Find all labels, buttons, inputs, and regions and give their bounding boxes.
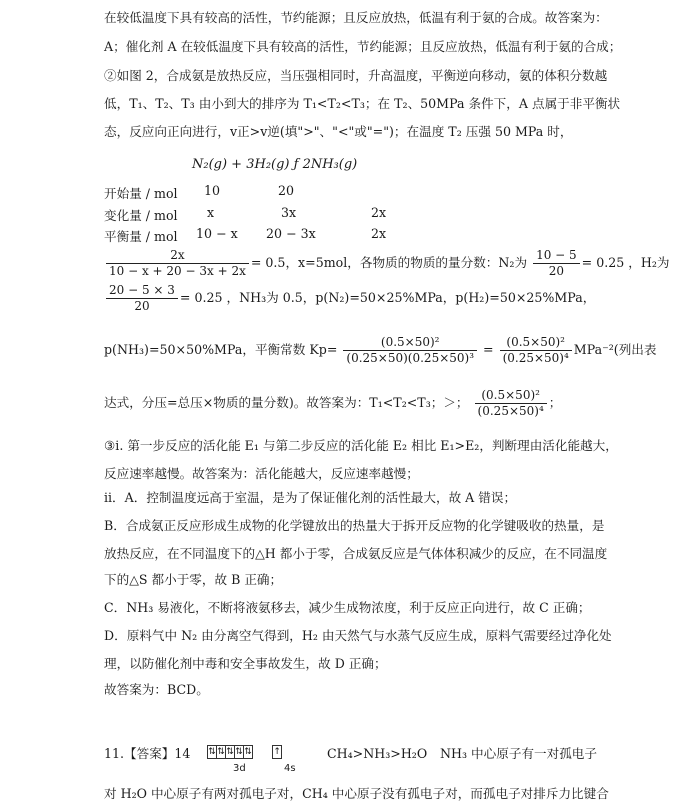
row-label-start: 开始量 / mol (104, 186, 178, 201)
orbital-3d: ⇅ ⇅ ⇅ ⇅ ⇅ (208, 746, 252, 757)
q11-nh3-text: NH₃ 中心原子有一对孤电子 (440, 746, 597, 761)
text-line-5: 态，反应向正向进行，v正>v逆(填">"、"<"或"=")；在温度 T₂ 压强 50 MPa 时， (104, 124, 573, 139)
row-label-equilibrium: 平衡量 / mol (104, 229, 178, 244)
kp-answer-line: 达式，分压=总压×物质的量分数)。故答案为：T₁<T₂<T₃；＞； $\frac{\text{(0.5×50)²}}{\text{(0.25×50)⁴}}$ ； (104, 388, 562, 418)
text-line-1: 在较低温度下具有较高的活性，节约能源；且反应放热，低温有利于氨的合成。故答案为： (104, 10, 608, 25)
text-line-2: A；催化剂 A 在较低温度下具有较高的活性，节约能源；且反应放热，低温有利于氨的合成； (104, 39, 622, 54)
text-line-b3: 下的△S 都小于零，故 B 正确； (104, 572, 283, 587)
orbital-4s-label: 4s (284, 763, 296, 774)
row-start-n2: 10 (204, 183, 221, 198)
text-line-ii: ii．A．控制温度远高于室温，是为了保证催化剂的活性最大，故 A 错误； (104, 490, 517, 505)
text-line-answer: 故答案为：BCD。 (104, 682, 209, 697)
fraction-kp-3: $\frac{\text{(0.5×50)²}}{\text{(0.25×50)⁴}}$ (475, 388, 547, 419)
fraction-kp-1: $\frac{\text{(0.5×50)²}}{\text{(0.25×50)(0.25×50)³}}$ (343, 335, 477, 366)
text-line-d2: 理，以防催化剂中毒和安全事故发生，故 D 正确； (104, 656, 387, 671)
row-eq-h2: 20 − 3x (266, 226, 316, 241)
kp-line: p(NH₃)=50×50%MPa，平衡常数 Kp= $\frac{\text{(0.5×50)²}}{\text{(0.25×50)(0.25×50)³}}$ = $\frac{\text{(0.5×50)²}}{\text{(0.25×50)⁴}}$ MPa⁻²(列出表 (104, 335, 657, 365)
row-eq-n2: 10 − x (196, 226, 238, 241)
orbital-diagram (207, 741, 282, 760)
text-line-b2: 放热反应，在不同温度下的△H 都小于零，合成氨反应是气体体积减少的反应，在不同温度 (104, 546, 608, 561)
q11-order: CH₄>NH₃>H₂O (327, 746, 428, 761)
orbital-4s: ↑ (273, 746, 281, 757)
q11-answer-label: 11.【答案】14 (104, 746, 191, 761)
row-change-nh3: 2x (371, 205, 387, 220)
text-line-12: 对 H₂O 中心原子有两对孤电子对，CH₄ 中心原子没有孤电子对，而孤电子对排斥力比键合 (104, 786, 609, 801)
row-start-h2: 20 (278, 183, 295, 198)
text-line-d1: D．原料气中 N₂ 由分离空气得到，H₂ 由天然气与水蒸气反应生成，原料气需要经过净化处 (104, 628, 612, 643)
fraction-x: $\frac{2x}{10 - x + 20 - 3x + 2x}$ (106, 248, 249, 279)
h2-fraction-line: $\frac{20 - 5 \times 3}{20}$ = 0.25 ，NH₃为 0.5，p(N₂)=50×25%MPa，p(H₂)=50×25%MPa， (104, 283, 595, 314)
mole-fraction-line: $\frac{2x}{10 - x + 20 - 3x + 2x}$ = 0.5，x=5mol，各物质的物质的量分数：N₂为 $\frac{10 - 5}{20}$ = 0.25 ，H₂为 (104, 248, 670, 279)
fraction-n2: $\frac{10 - 5}{20}$ (533, 248, 580, 279)
row-change-n2: x (207, 205, 215, 220)
fraction-kp-2: $\frac{\text{(0.5×50)²}}{\text{(0.25×50)⁴}}$ (500, 335, 572, 366)
text-line-3: ②如图 2，合成氨是放热反应，当压强相同时，升高温度，平衡逆向移动，氨的体积分数越 (104, 68, 608, 83)
reaction-equation: N₂(g) + 3H₂(g) ƒ 2NH₃(g) (192, 157, 358, 172)
text-line-b1: B．合成氨正反应形成生成物的化学键放出的热量大于拆开反应物的化学键吸收的热量，是 (104, 518, 605, 533)
fraction-h2: $\frac{20 - 5 \times 3}{20}$ (106, 283, 178, 314)
row-change-h2: 3x (281, 205, 297, 220)
orbital-3d-label: 3d (233, 763, 246, 774)
row-eq-nh3: 2x (371, 226, 387, 241)
text-line-q3a: ③i. 第一步反应的活化能 E₁ 与第二步反应的活化能 E₂ 相比 E₁>E₂，判断理由活化能越大， (104, 438, 618, 453)
text-line-c: C．NH₃ 易液化，不断将液氨移去，减少生成物浓度，利于反应正向进行，故 C 正确； (104, 600, 591, 615)
text-line-4: 低，T₁、T₂、T₃ 由小到大的排序为 T₁<T₂<T₃；在 T₂、50MPa 条件下，A 点属于非平衡状 (104, 96, 621, 111)
row-label-change: 变化量 / mol (104, 208, 178, 223)
text-line-q3b: 反应速率越慢。故答案为：活化能越大，反应速率越慢； (104, 466, 419, 481)
